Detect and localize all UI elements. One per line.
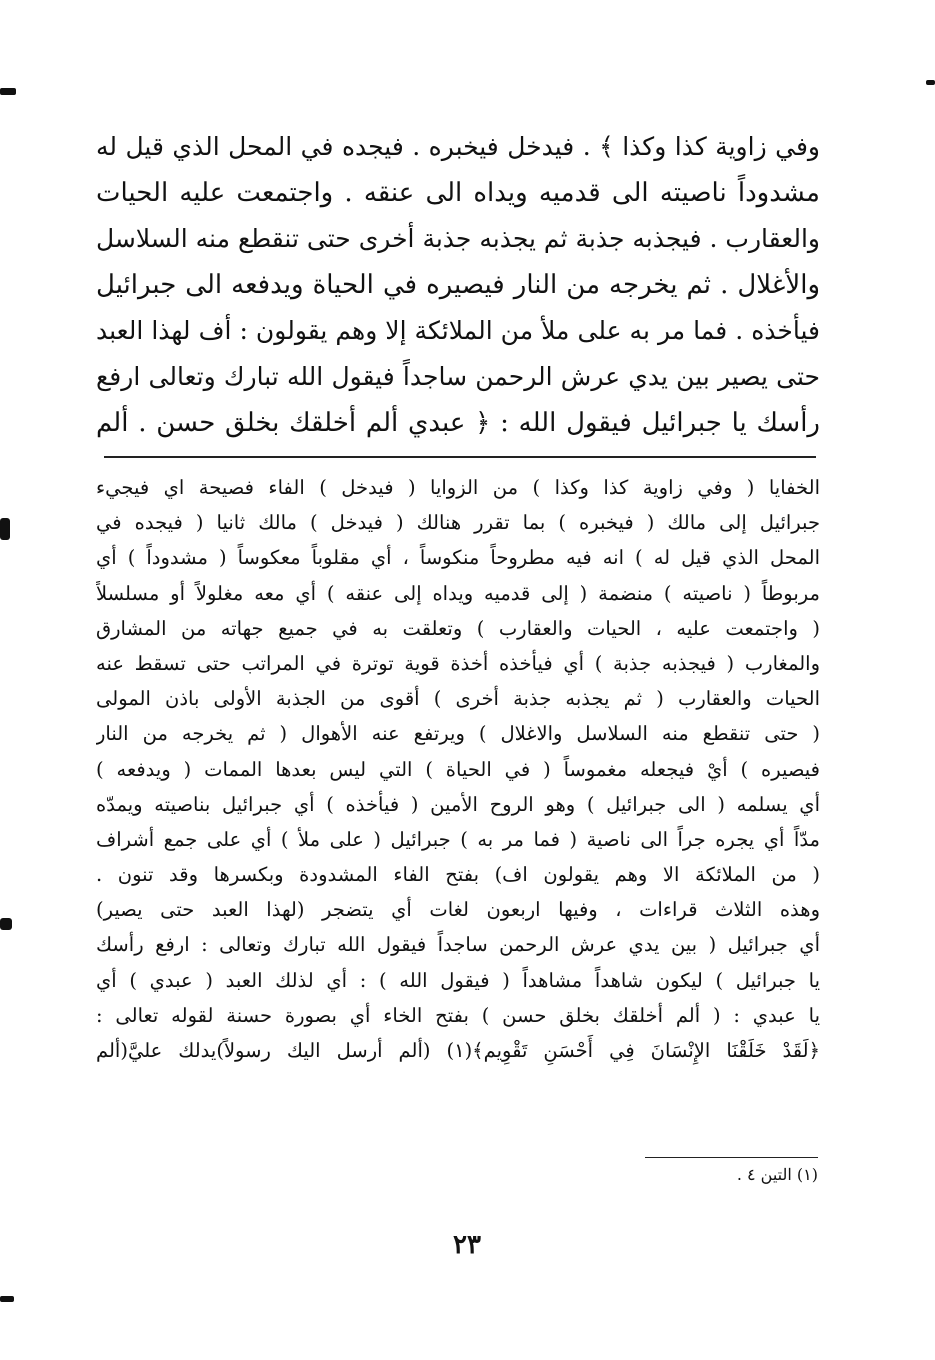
commentary-line: مربوطاً ( ناصيته ) منضمة ( إلى قدميه ويداه إلى عنقه ) أي معه مغلولاً أو مسلسلاً xyxy=(96,581,820,605)
main-text-line: حتى يصير بين يدي عرش الرحمن ساجداً فيقول الله تبارك وتعالى ارفع xyxy=(96,362,820,391)
scan-edge-mark xyxy=(926,80,935,85)
scan-edge-mark xyxy=(0,88,16,95)
main-text-line: مشدوداً ناصيته الى قدميه ويداه الى عنقه . واجتمعت عليه الحيات xyxy=(96,178,820,208)
commentary-line: ﴿لَقَدْ خَلَقْنَا الإِنْسَانَ فِي أَحْسَنِ تَقْوِيم﴾(١) (ألم أرسل اليك رسولاً)يدلك عليَّ(ألم xyxy=(96,1039,820,1062)
commentary-line: والمغارب ( فيجذبه جذبة ) أي فيأخذه أخذة قوية توترة في المراتب حتى تسقط عنه xyxy=(96,651,820,675)
commentary-line: المحل الذي قيل له ) انه فيه مطروحاً منكوساً ، أي مقلوباً معكوساً ( مشدوداً ) أي xyxy=(96,546,820,570)
commentary-line: مدّاً أي يجره جراً الى ناصية ( فما مر به ) جبرائيل ( على ملأ ) أي على جمع أشراف xyxy=(96,827,820,851)
commentary-line: أي يسلمه ( الى جبرائيل ) وهو الروح الأمين ( فيأخذه ) أي جبرائيل بناصيته ويمدّه xyxy=(96,792,820,816)
scan-edge-mark xyxy=(0,918,12,930)
commentary-line: يا جبرائيل ) ليكون شاهداً مشاهداً ( فيقول الله ) : أي لذلك العبد ( عبدي ) أي xyxy=(96,968,820,992)
commentary-line: ( حتى تنقطع منه السلاسل والاغلال ) ويرتفع عنه الأهوال ( ثم يخرجه من النار xyxy=(96,722,820,746)
main-text-line: والعقارب . فيجذبه جذبة ثم يجذبه جذبة أخرى حتى تنقطع منه السلاسل xyxy=(96,224,820,253)
main-text-line: فيأخذه . فما مر به على ملأ من الملائكة إلا وهم يقولون : أف لهذا العبد xyxy=(96,316,820,345)
main-text-line: وفي زاوية كذا وكذا ﴾ . فيدخل فيخبره . فيجده في المحل الذي قيل له xyxy=(96,132,820,161)
scan-edge-mark xyxy=(0,1296,14,1302)
main-text-line: والأغلال . ثم يخرجه من النار فيصيره في الحياة ويدفعه الى جبرائيل xyxy=(96,270,820,300)
commentary-line: الخفايا ( وفي زاوية كذا وكذا ) من الزوايا ( فيدخل ) الفاء فصيحة اي فيجيء xyxy=(96,476,820,499)
commentary-block xyxy=(96,470,820,1068)
commentary-line: فيصيره ) أيْ فيجعله مغموساً ( في الحياة ) التي ليس بعدها الممات ( ويدفعه ) xyxy=(96,757,820,781)
main-text-line: رأسك يا جبرائيل فيقول الله : ﴿ عبدي ألم أخلقك بخلق حسن . ألم xyxy=(96,408,820,438)
footnote-divider xyxy=(645,1157,818,1158)
commentary-line: ( من الملائكة الا وهم يقولون اف) بفتح الفاء المشدودة وبكسرها وقد تنون . xyxy=(96,863,820,887)
page-number: ٢٣ xyxy=(453,1230,481,1260)
commentary-line: جبرائيل إلى مالك ( فيخبره ) بما تقرر هنالك ( فيدخل ) مالك ثانيا ( فيجده في xyxy=(96,511,820,535)
main-text-block xyxy=(96,124,820,446)
commentary-line: أي جبرائيل ( بين يدي عرش الرحمن ساجداً فيقول الله تبارك وتعالى : ارفع رأسك xyxy=(96,933,820,957)
commentary-line: يا عبدي : ( ألم أخلقك بخلق حسن ) بفتح الخاء أي بصورة حسنة لقوله تعالى : xyxy=(96,1003,820,1027)
scan-edge-mark xyxy=(0,518,10,540)
commentary-line: وهذه الثلاث قراءات ، وفيها اربعون لغات أي يتضجر (لهذا العبد حتى يصير) xyxy=(96,898,820,922)
commentary-line: الحيات والعقارب ( ثم يجذبه جذبة أخرى ) أقوى من الجذبة الأولى باذن المولى xyxy=(96,687,820,711)
footnote: (١) التين ٤ . xyxy=(736,1165,818,1184)
section-divider xyxy=(104,456,816,458)
commentary-line: ( واجتمعت عليه ، الحيات والعقارب ) وتعلقت به في جميع جهاته من المشارق xyxy=(96,616,820,640)
